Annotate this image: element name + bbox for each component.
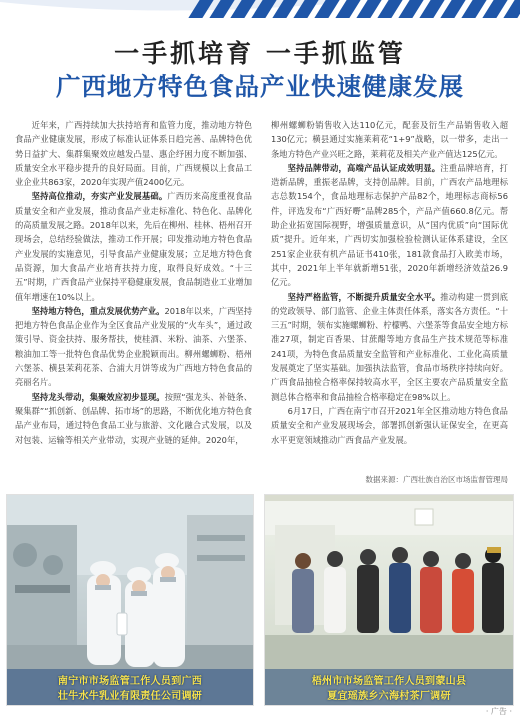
data-source-note: 数据来源：广西壮族自治区市场监督管理局 [365,475,508,484]
advertisement-label: · 广告 · [485,707,512,716]
article-paragraph: 坚持品牌带动，高端产品认证成效明显。注重品牌培育，打造新品牌，重振老品牌，支持创品牌。目前，广西农产品地理标志总数154个，食品地理标志保护产品82个，地理标志商标56件，评选发布“广西好嘢”品牌285个，产品产值660.8亿元。帮助企业拓宽国际视野，增强质量意识，从“国内优质”向“国际优质”提升。近年来，广西切实加强检验检测认证体系建设，全区251家企业获有机产品证书410张，181款食品打入欧美市场，其中，2021年上半年就新增51张，2020年新增经济效益26.9亿元。 [271,162,508,288]
article-paragraph: 6月17日，广西在南宁市召开2021年全区推动地方特色食品质量安全和产业发展现场会，部署抓创新强认证保安全，在更高水平更宽领域推动广西食品产业发展。 [271,405,508,445]
photo-tea-factory-inspection [264,494,514,706]
photo-dairy-inspection [6,494,254,706]
article-paragraph: 近年来，广西持续加大扶持培育和监管力度，推动地方特色食品产业健康发展，形成了标准认证体系日趋完善、品牌特色优势日益扩大、集群集聚效应越发凸显、惠企纾困力度不断加强、质量安全水平稳步提升的良好局面。目前，广西规模以上食品工业企业共863家，2020年实现产值2400亿元。 [15,120,252,188]
photo-caption: 南宁市市场监管工作人员到广西 壮牛水牛乳业有限责任公司调研 [7,669,253,705]
article-paragraph: 坚持地方特色，重点发展优势产业。2018年以来，广西坚持把地方特色食品企业作为全区食品产业发展的“火车头”，通过政策引导、资金扶持、服务帮扶，使桂酒、米粉、油茶、六堡茶、粮油加工等一批特色食品优势企业脱颖而出。柳州螺蛳粉、梧州六堡茶、横县茉莉花茶、合浦大月饼等成为广西地方特色食品的亮丽名片。 [15,305,252,388]
article-paragraph: 坚持龙头带动，集聚效应初步显现。按照“强龙头、补链条、聚集群”“抓创新、创品牌、拓市场”的思路，不断优化地方特色食品产业布局，通过特色食品工业与旅游、文化融合式发展，以及对包装、运输等相关产业带动，实现产业链的延伸。2020年， [15,391,252,445]
article-column-left [15,118,252,447]
header-stripes [188,0,520,18]
page-title: 广西地方特色食品产业快速健康发展 [56,72,464,101]
page-kicker: 一手抓培育 一手抓监管 [114,39,406,68]
article-paragraph: 坚持高位推动，夯实产业发展基础。广西历来高度重视食品质量安全和产业发展，推动食品产业走标准化、特色化、品牌化的高质量发展之路。2018年以来，先后在柳州、桂林、梧州召开现场会，总结经验做法，推动工作开展；印发推动地方特色食品产业发展的实施意见，引导食品产业健康发展；立足地方特色食品资源，加大食品产业培育扶持力度，取得良好成效。“十三五”时期，广西食品产业保持平稳健康发展，食品制造业工业增加值年增速在10%以上。 [15,191,252,302]
article-paragraph: 柳州螺蛳粉销售收入达110亿元，配套及衍生产品销售收入超130亿元；横县通过实施莱莉花“1+9”战略，以一带多，走出一条地方特色产业兴旺之路，莱莉花及相关产业产值达125亿元。 [271,120,508,159]
article-paragraph: 坚持严格监管，不断提升质量安全水平。推动构建一贯到底的党政领导、部门监管、企业主体责任体系，落实各方责任。“十三五”时期，领布实施螺蛳粉、柠檬鸭、六堡茶等食品安全地方标准27项，制定百香果、甘蔗醋等地方食品生产技术规范等标准241项，为特色食品质量安全监管和产业标准化、工业化高质量发展奠定了坚实基础。加强执法监管，食品市场秩序持续向好。广西食品抽检合格率保持较高水平，全区主要农产品质量安全监测总体合格率和食品抽检合格率稳定在98%以上。 [271,291,508,402]
article-column-right [271,118,508,447]
photo-caption: 梧州市市场监管工作人员到蒙山县 夏宜瑶族乡六海村茶厂调研 [265,669,513,705]
